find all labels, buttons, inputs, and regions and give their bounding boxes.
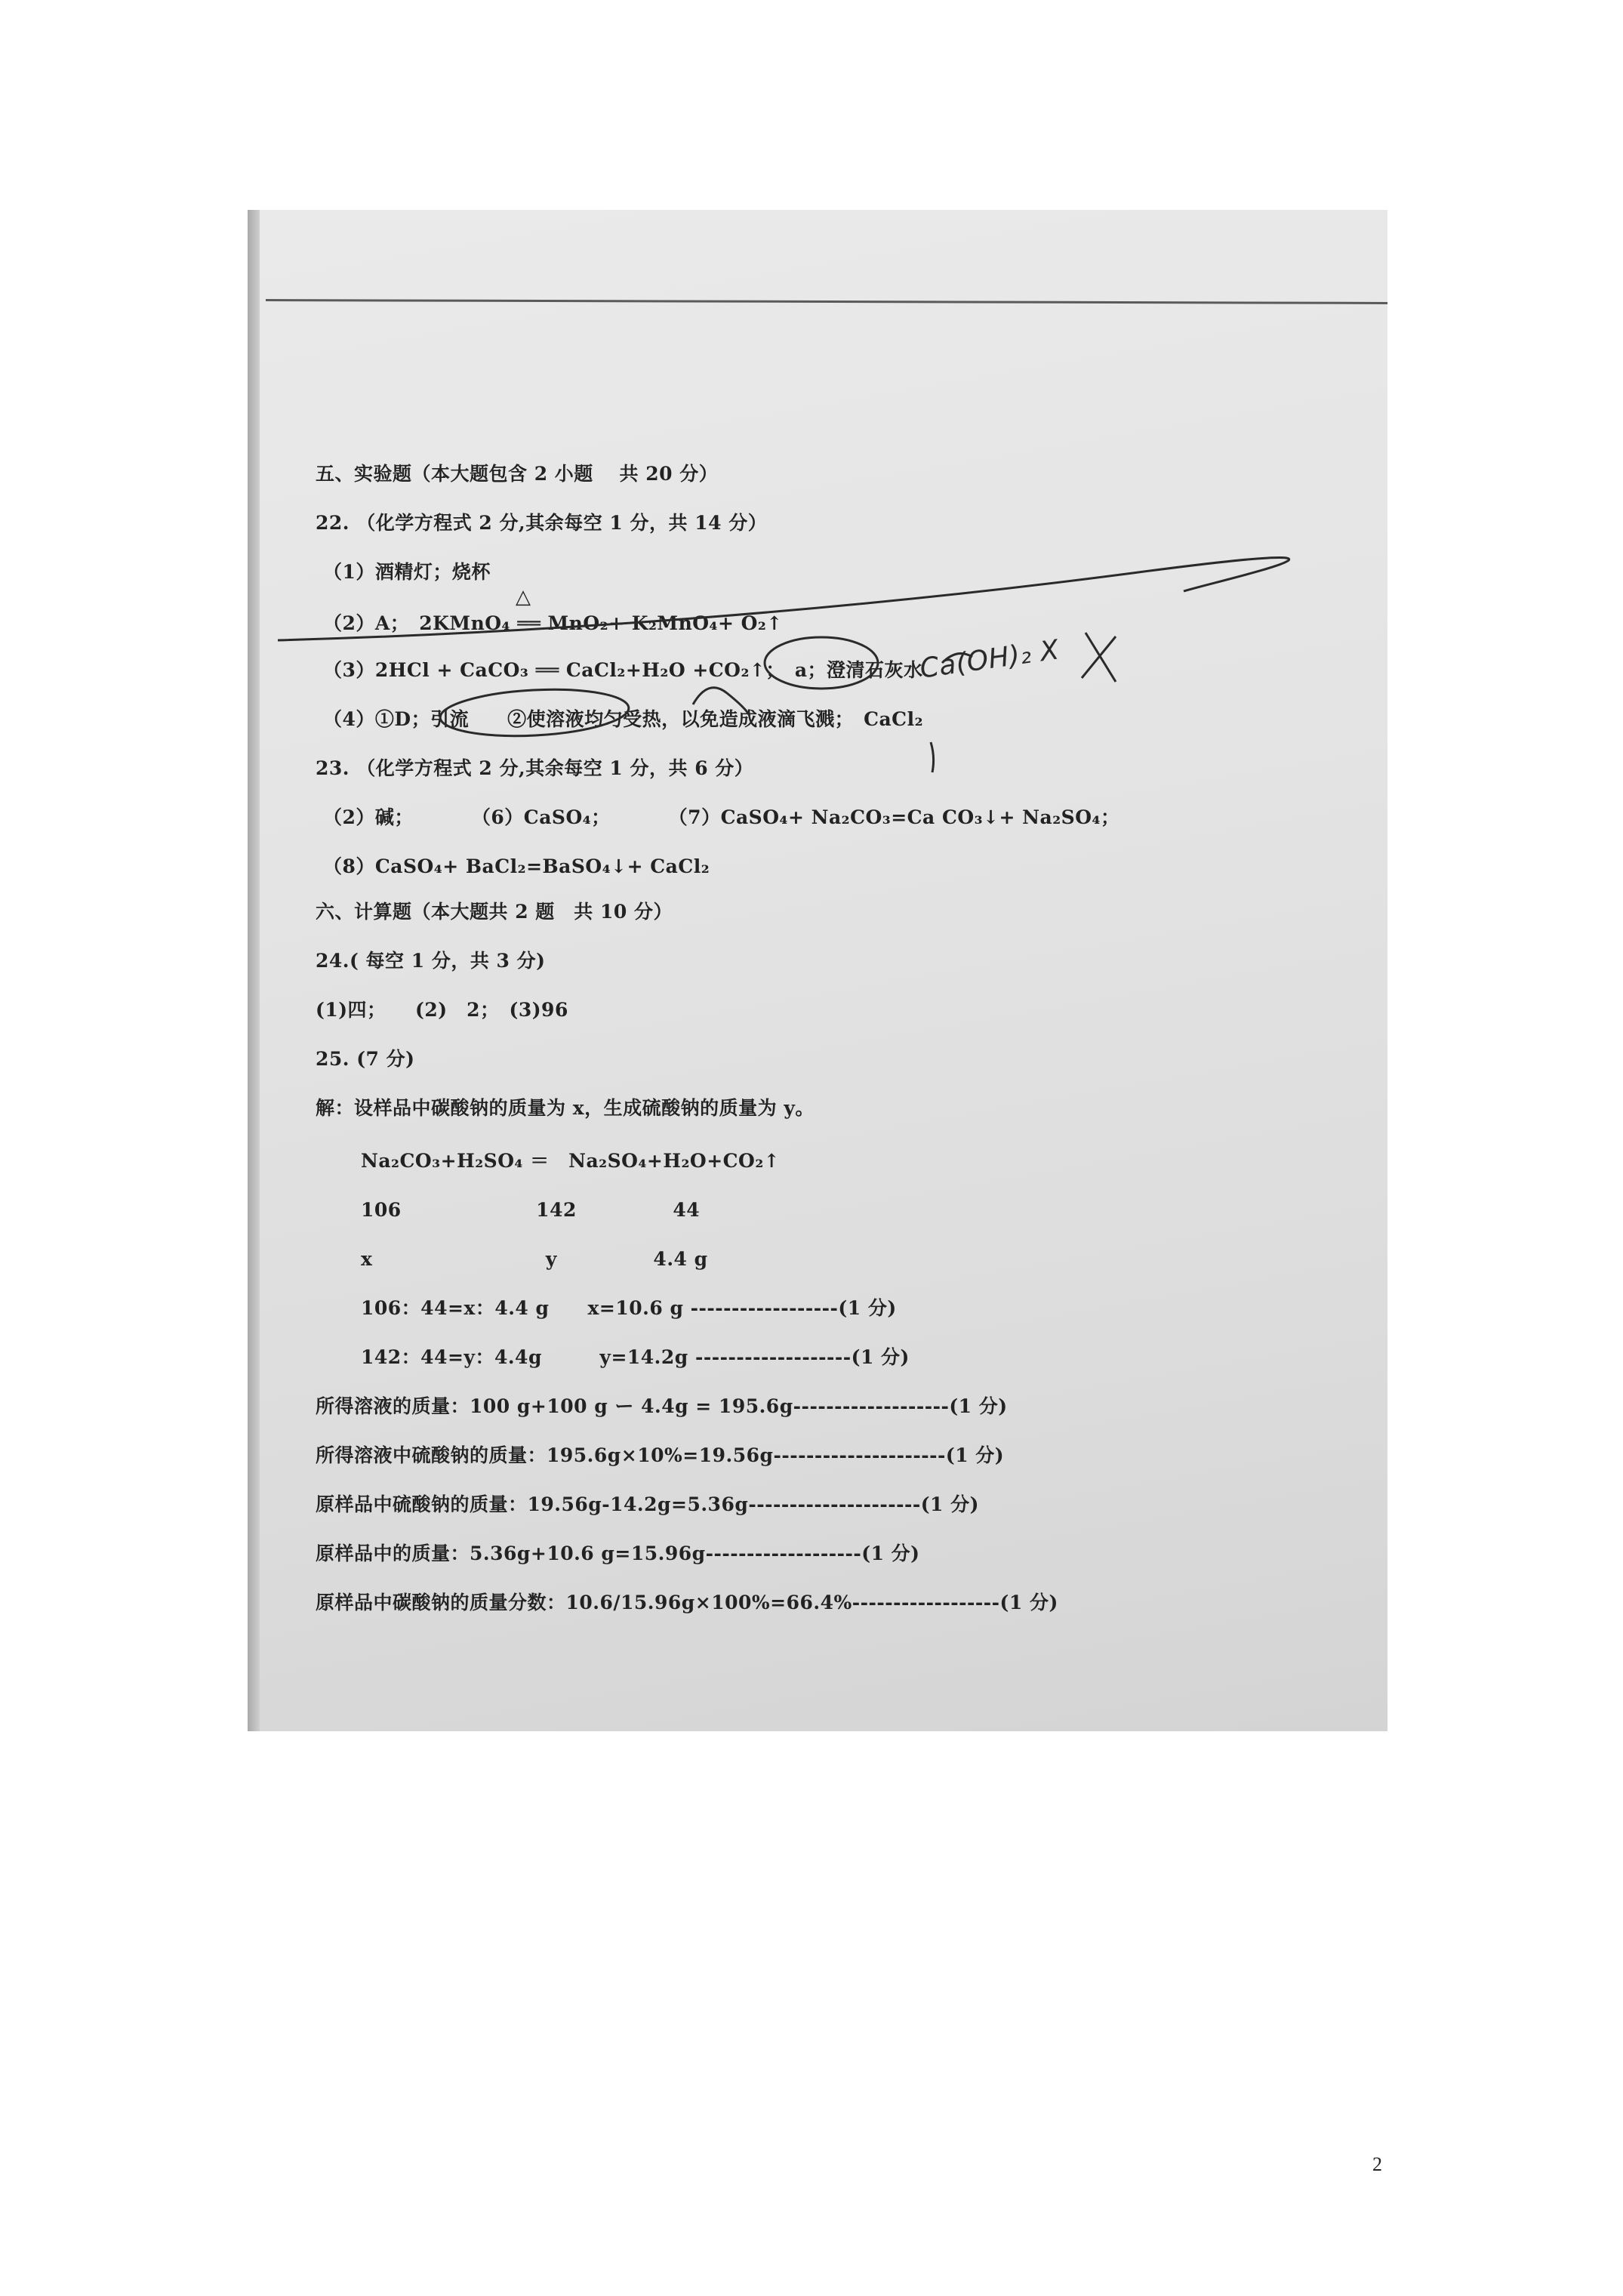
section-5-heading: 五、实验题（本大题包含 2 小题 共 20 分） — [316, 463, 719, 485]
answer-22-4: （4）①D；引流 ②使溶液均匀受热，以免造成液滴飞溅； CaCl₂ — [323, 708, 924, 730]
calc-sodium-sulfate-in-solution: 所得溶液中硫酸钠的质量：195.6g×10%=19.56g---------------------(1 分) — [316, 1444, 1005, 1466]
reaction-equation: Na₂CO₃+H₂SO₄ ＝ Na₂SO₄+H₂O+CO₂↑ — [361, 1150, 781, 1172]
question-22-heading: 22. （化学方程式 2 分,其余每空 1 分，共 14 分） — [316, 512, 768, 534]
cross-mark-icon — [1082, 633, 1116, 682]
answer-22-1: （1）酒精灯；烧杯 — [323, 561, 491, 583]
question-25-heading: 25. (7 分) — [316, 1048, 415, 1070]
calc-solution-mass: 所得溶液的质量：100 g+100 g ー 4.4g = 195.6g-------------------(1 分) — [316, 1395, 1008, 1417]
answer-23-a: （2）碱； （6）CaSO₄； （7）CaSO₄+ Na₂CO₃=Ca CO₃↓+ Na₂SO₄； — [323, 806, 1120, 828]
question-23-heading: 23. （化学方程式 2 分,其余每空 1 分，共 6 分） — [316, 757, 754, 779]
unknown-variables: x y 4.4 g — [361, 1248, 708, 1270]
photo-edge-shadow — [248, 210, 260, 1731]
heating-triangle: △ — [516, 586, 531, 609]
answer-24: (1)四； (2) 2； (3)96 — [316, 999, 568, 1021]
answer-22-3: （3）2HCl + CaCO₃ ══ CaCl₂+H₂O +CO₂↑； a；澄清石灰水 — [323, 659, 923, 681]
calc-x: 106：44=x：4.4 g x=10.6 g ------------------(1 分) — [361, 1297, 897, 1319]
section-6-heading: 六、计算题（本大题共 2 题 共 10 分） — [316, 901, 673, 923]
header-rule — [266, 299, 1387, 304]
solution-intro: 解：设样品中碳酸钠的质量为 x，生成硫酸钠的质量为 y。 — [316, 1097, 815, 1119]
handwritten-annotation: Ca(OH)₂ X — [918, 634, 1061, 685]
pen-stroke-under-cacl2 — [931, 742, 934, 772]
answer-23-b: （8）CaSO₄+ BaCl₂=BaSO₄↓+ CaCl₂ — [323, 855, 710, 877]
question-24-heading: 24.( 每空 1 分，共 3 分) — [316, 950, 546, 972]
calc-sample-mass: 原样品中的质量：5.36g+10.6 g=15.96g-------------------(1 分) — [316, 1542, 920, 1564]
page-number: 2 — [1372, 2153, 1382, 2175]
molar-masses: 106 142 44 — [361, 1199, 701, 1221]
calc-mass-fraction: 原样品中碳酸钠的质量分数：10.6/15.96g×100%=66.4%------------------(1 分) — [316, 1592, 1058, 1613]
photographed-answer-sheet — [248, 210, 1387, 1731]
answer-22-2: （2）A； 2KMnO₄ ══ MnO₂+ K₂MnO₄+ O₂↑ — [323, 612, 783, 634]
calc-original-sodium-sulfate: 原样品中硫酸钠的质量：19.56g-14.2g=5.36g---------------------(1 分) — [316, 1493, 979, 1515]
calc-y: 142：44=y：4.4g y=14.2g -------------------(1 分) — [361, 1346, 910, 1368]
